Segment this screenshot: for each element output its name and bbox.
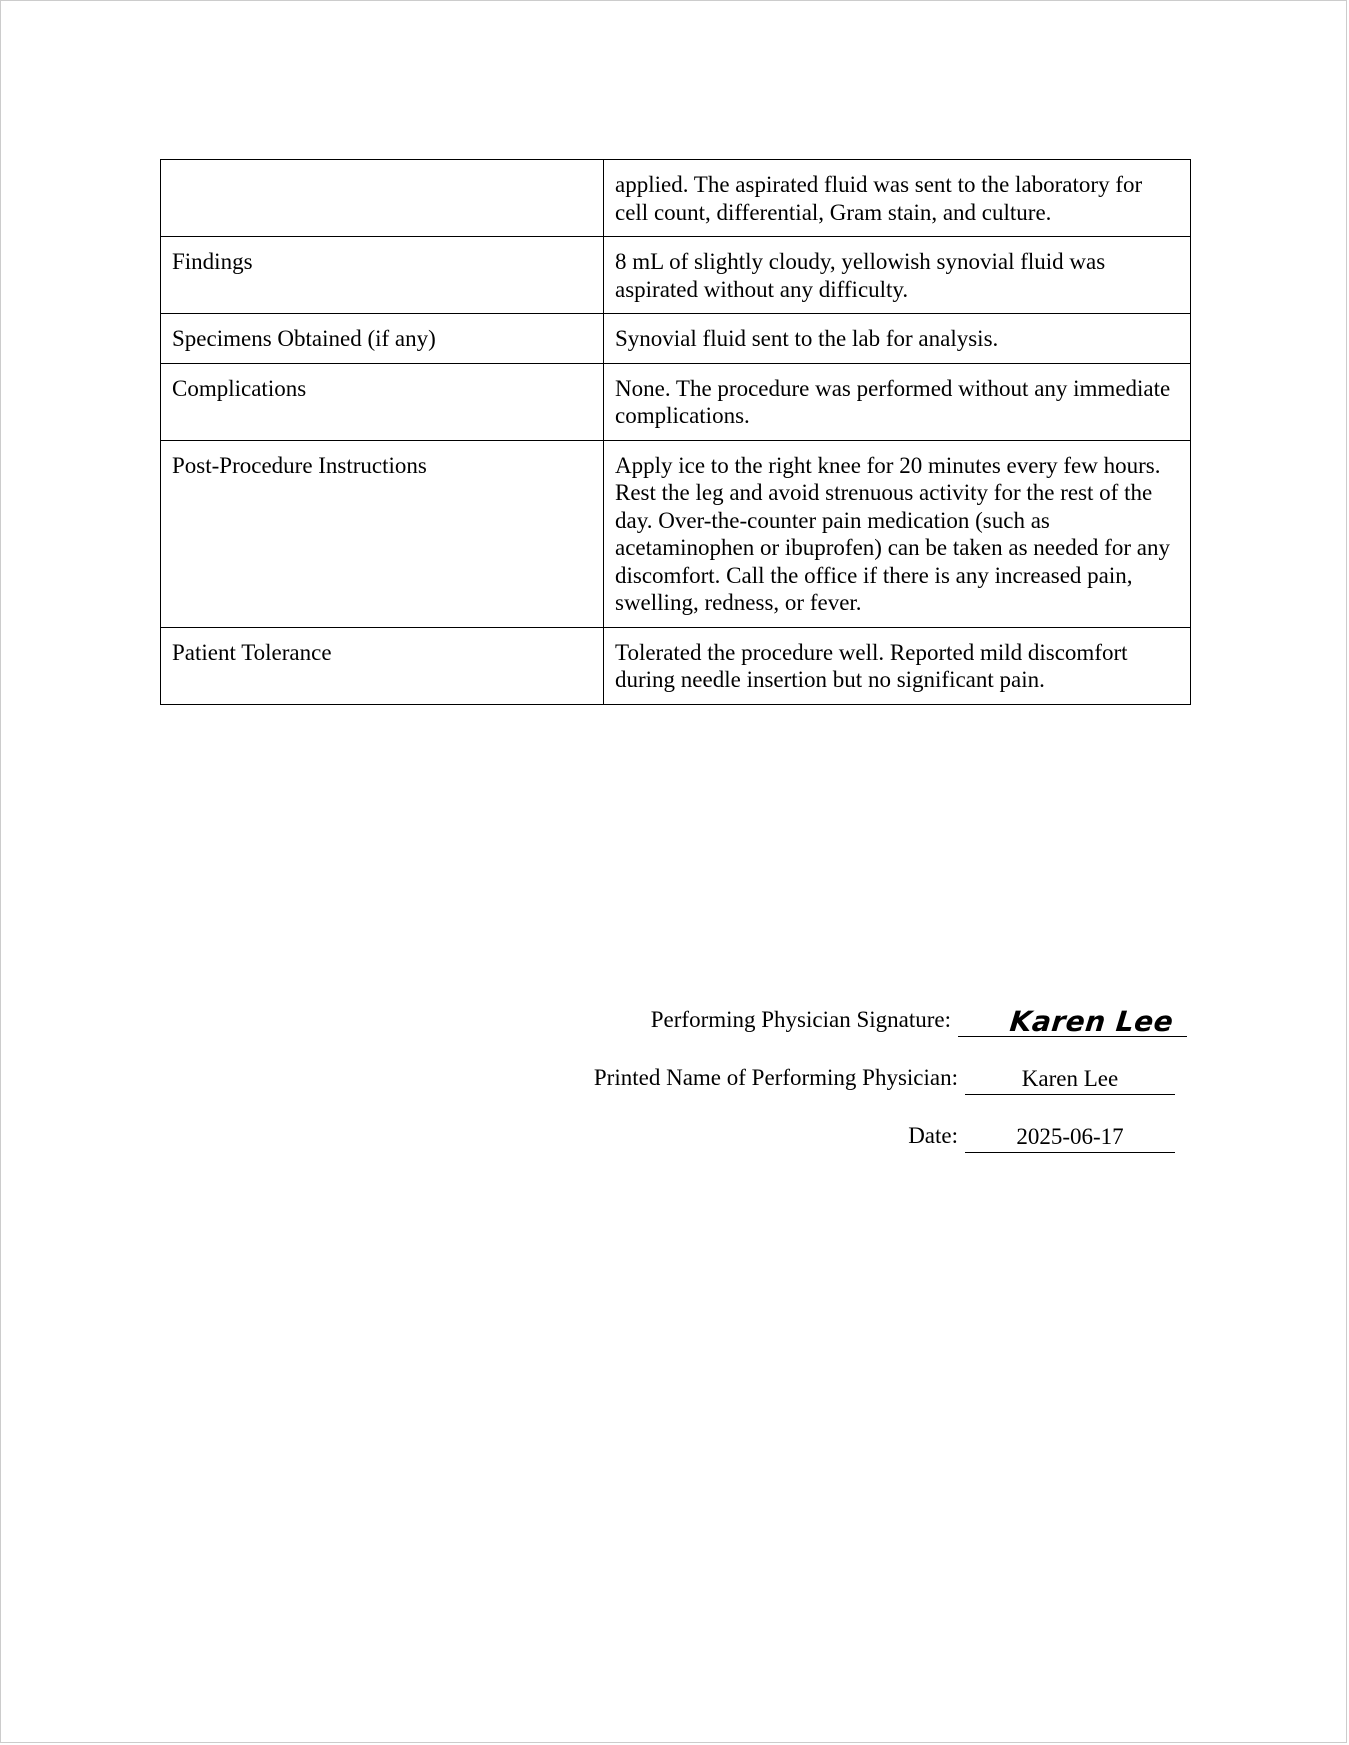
row-value: None. The procedure was performed without any immediate complications. [604,363,1191,440]
row-value: 8 mL of slightly cloudy, yellowish synovial fluid was aspirated without any difficulty. [604,237,1191,314]
signature-line [958,1000,1187,1037]
handwritten-signature: Karen Lee [1008,1005,1176,1038]
row-value: applied. The aspirated fluid was sent to the laboratory for cell count, differential, Gram stain, and culture. [604,160,1191,237]
row-label: Findings [161,237,604,314]
row-label: Specimens Obtained (if any) [161,314,604,364]
printed-name-value: Karen Lee [965,1066,1175,1095]
printed-name-row [487,1059,1187,1095]
table-row [161,363,1191,440]
row-label: Post-Procedure Instructions [161,440,604,627]
table-row [161,160,1191,237]
date-value: 2025-06-17 [965,1124,1175,1153]
row-label: Patient Tolerance [161,627,604,704]
row-value: Tolerated the procedure well. Reported mild discomfort during needle insertion but no significant pain. [604,627,1191,704]
table-row [161,627,1191,704]
procedure-table [160,159,1191,705]
printed-name-label: Printed Name of Performing Physician: [593,1065,958,1090]
row-value: Synovial fluid sent to the lab for analysis. [604,314,1191,364]
signature-label: Performing Physician Signature: [650,1007,951,1032]
row-label: Complications [161,363,604,440]
table-row [161,314,1191,364]
signature-block [487,1001,1187,1175]
table-row [161,440,1191,627]
row-label [161,160,604,237]
date-label: Date: [908,1123,958,1148]
signature-row [487,1001,1187,1037]
table-row [161,237,1191,314]
date-row [487,1117,1187,1153]
row-value: Apply ice to the right knee for 20 minutes every few hours. Rest the leg and avoid strenuous activity for the rest of the day. Over-the-counter pain medication (such as acetaminophen or ibuprofen) can be taken as needed for any discomfort. Call the office if there is any increased pain, swelling, redness, or fever. [604,440,1191,627]
